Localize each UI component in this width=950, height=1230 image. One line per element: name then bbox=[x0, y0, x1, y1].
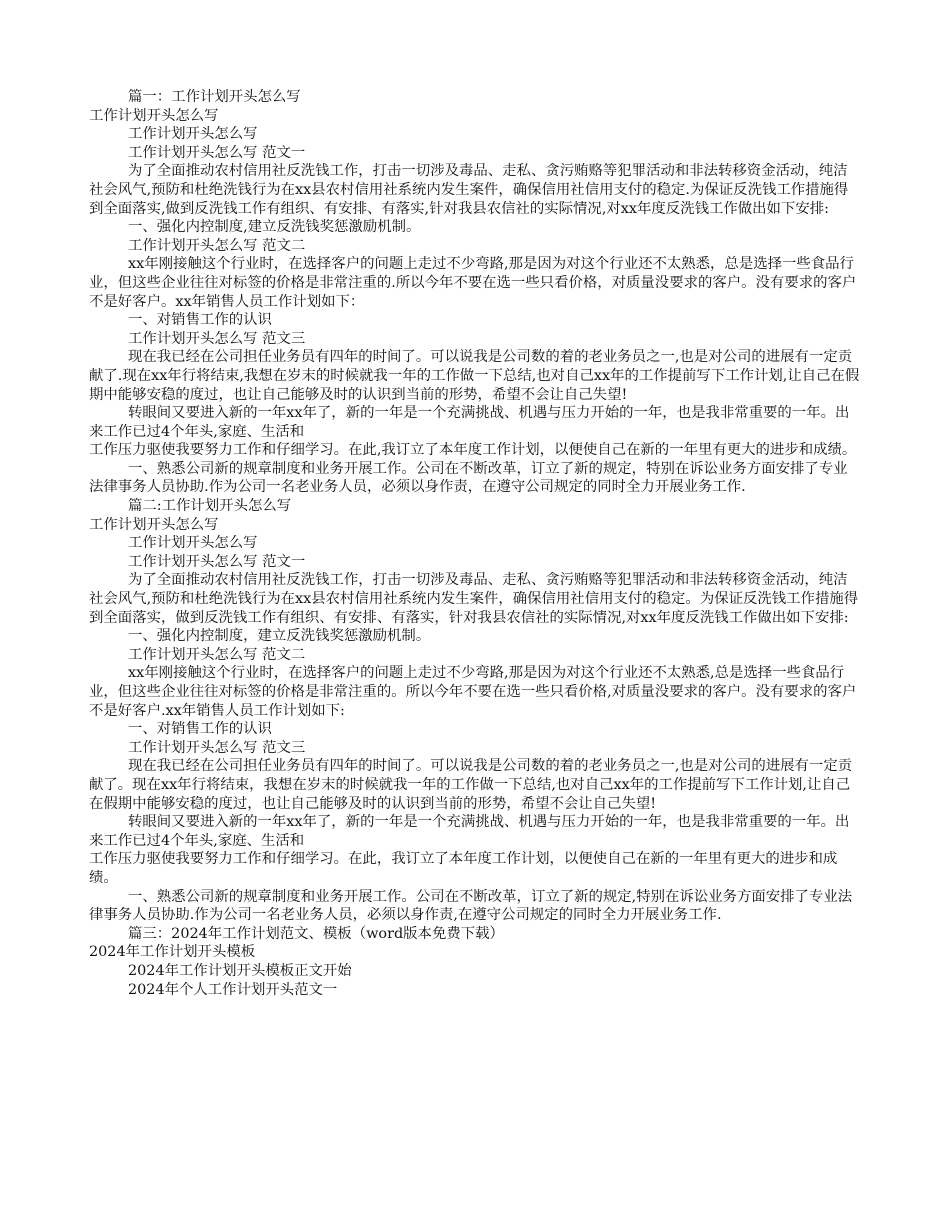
paragraph: 2024年工作计划开头模板正文开始 bbox=[128, 962, 352, 979]
paragraph: 工作压力驱使我要努力工作和仔细学习。在此，我订立了本年度工作计划，以便使自己在新的一年里有更大的进步和成绩。 bbox=[89, 851, 838, 886]
section-heading-3: 篇三：2024年工作计划范文、模板（word版本免费下载） bbox=[128, 925, 504, 942]
subheading: 工作计划开头怎么写 范文三 bbox=[128, 330, 306, 347]
paragraph: 一、熟悉公司新的规章制度和业务开展工作。公司在不断改革，订立了新的规定，特别在诉讼业务方面安排了专业法律事务人员协助.作为公司一名老业务人员，必须以身作责，在遵守公司规定的同时全力开展业务工作. bbox=[89, 460, 848, 496]
paragraph: 工作计划开头怎么写 bbox=[89, 107, 219, 124]
document-body bbox=[89, 88, 861, 999]
subheading: 工作计划开头怎么写 范文一 bbox=[128, 553, 306, 570]
paragraph: xx年刚接触这个行业时，在选择客户的问题上走过不少弯路,那是因为对这个行业还不太熟悉，总是选择一些食品行业，但这些企业往往对标签的价格是非常注重的.所以今年不要在选一些只看价格，对质量没要求的客户。没有要求的客户不是好客户。xx年销售人员工作计划如下： bbox=[89, 256, 857, 310]
paragraph: 工作压力驱使我要努力工作和仔细学习。在此,我订立了本年度工作计划，以便使自己在新的一年里有更大的进步和成绩。 bbox=[89, 442, 857, 459]
paragraph: 转眼间又要进入新的一年xx年了，新的一年是一个充满挑战、机遇与压力开始的一年，也是我非常重要的一年。出来工作已过4个年头,家庭、生活和 bbox=[89, 814, 850, 849]
paragraph: 一、强化内控制度,建立反洗钱奖惩激励机制。 bbox=[128, 219, 421, 236]
paragraph: 为了全面推动农村信用社反洗钱工作，打击一切涉及毒品、走私、贪污贿赂等犯罪活动和非法转移资金活动，纯洁社会风气,预防和杜绝洗钱行为在xx县农村信用社系统内发生案件，确保信用社信用支付的稳定。为保证反洗钱工作措施得到全面落实，做到反洗钱工作有组织、有安排、有落实，针对我县农信社的实际情况,对xx年度反洗钱工作做出如下安排: bbox=[89, 572, 859, 626]
paragraph: 现在我已经在公司担任业务员有四年的时间了。可以说我是公司数的着的老业务员之一,也是对公司的进展有一定贡献了.现在xx年行将结束,我想在岁末的时候就我一年的工作做一下总结,也对自己xx年的工作提前写下工作计划,让自己在假期中能够安稳的度过，也让自己能够及时的认识到当前的形势，希望不会让自己失望! bbox=[89, 349, 860, 403]
paragraph: 一、强化内控制度，建立反洗钱奖惩激励机制。 bbox=[128, 628, 431, 645]
paragraph: 现在我已经在公司担任业务员有四年的时间了。可以说我是公司数的着的老业务员之一,也是对公司的进展有一定贡献了。现在xx年行将结束，我想在岁末的时候就我一年的工作做一下总结,也对自己xx年的工作提前写下工作计划,让自己在假期中能够安稳的度过，也让自己能够及时的认识到当前的形势，希望不会让自己失望! bbox=[89, 758, 853, 812]
paragraph: 工作计划开头怎么写 bbox=[128, 535, 258, 552]
subheading: 2024年个人工作计划开头范文一 bbox=[128, 981, 338, 998]
paragraph: 工作计划开头怎么写 bbox=[128, 126, 258, 143]
paragraph: 为了全面推动农村信用社反洗钱工作，打击一切涉及毒品、走私、贪污贿赂等犯罪活动和非法转移资金活动，纯洁社会风气,预防和杜绝洗钱行为在xx县农村信用社系统内发生案件，确保信用社信用支付的稳定.为保证反洗钱工作措施得到全面落实,做到反洗钱工作有组织、有安排、有落实,针对我县农信社的实际情况,对xx年度反洗钱工作做出如下安排: bbox=[89, 163, 849, 217]
paragraph: 转眼间又要进入新的一年xx年了，新的一年是一个充满挑战、机遇与压力开始的一年，也是我非常重要的一年。出来工作已过4个年头,家庭、生活和 bbox=[89, 405, 850, 440]
subheading: 工作计划开头怎么写 范文一 bbox=[128, 144, 306, 161]
subheading: 工作计划开头怎么写 范文二 bbox=[128, 646, 306, 663]
paragraph: 一、对销售工作的认识 bbox=[128, 721, 272, 738]
section-heading-2: 篇二:工作计划开头怎么写 bbox=[128, 498, 292, 515]
subheading: 工作计划开头怎么写 范文二 bbox=[128, 237, 306, 254]
section-heading-1: 篇一：工作计划开头怎么写 bbox=[128, 89, 301, 105]
paragraph: 一、熟悉公司新的规章制度和业务开展工作。公司在不断改革，订立了新的规定,特别在诉讼业务方面安排了专业法律事务人员协助.作为公司一名老业务人员，必须以身作责,在遵守公司规定的同时全力开展业务工作. bbox=[89, 888, 853, 924]
subheading: 工作计划开头怎么写 范文三 bbox=[128, 739, 306, 756]
paragraph: 一、对销售工作的认识 bbox=[128, 312, 272, 329]
paragraph: 工作计划开头怎么写 bbox=[89, 516, 219, 533]
paragraph: 2024年工作计划开头模板 bbox=[89, 944, 256, 961]
paragraph: xx年刚接触这个行业时，在选择客户的问题上走过不少弯路,那是因为对这个行业还不太熟悉,总是选择一些食品行业，但这些企业往往对标签的价格是非常注重的。所以今年不要在选一些只看价格,对质量没要求的客户。没有要求的客户不是好客户.xx年销售人员工作计划如下: bbox=[89, 665, 857, 719]
